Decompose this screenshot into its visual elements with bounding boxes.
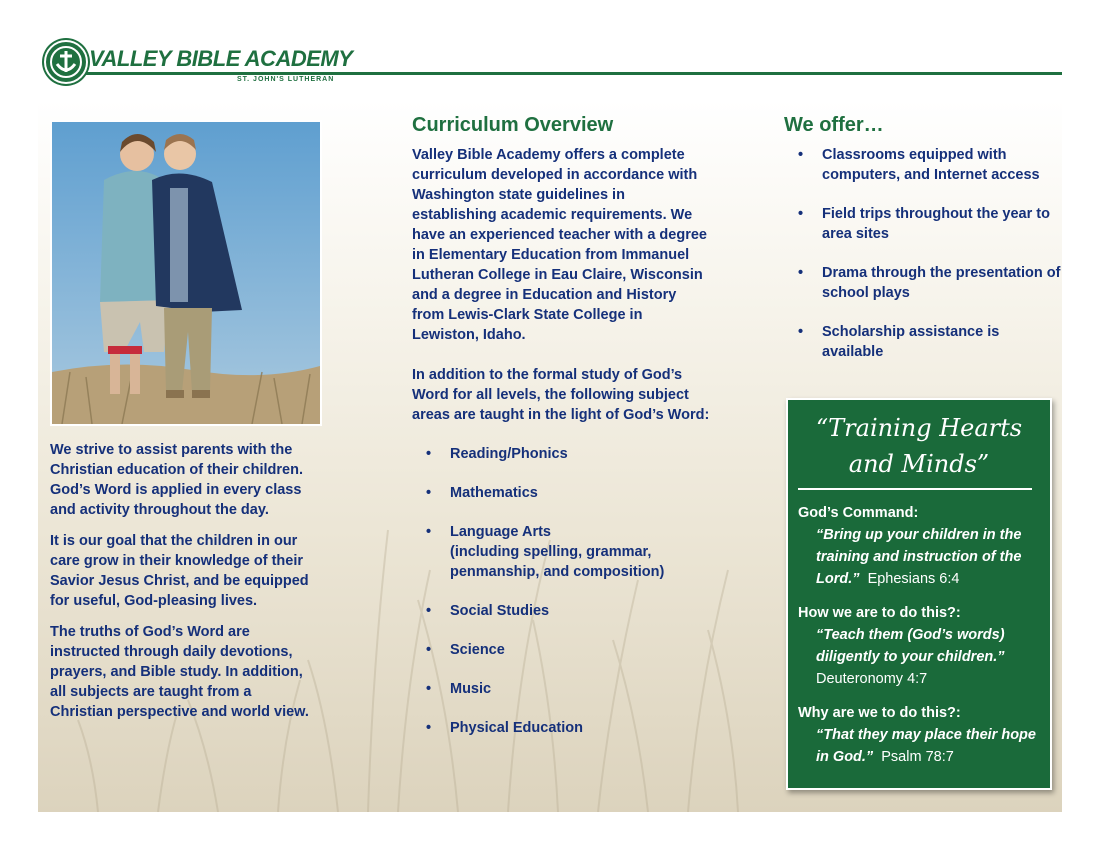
verse-reference: Psalm 78:7 xyxy=(881,749,954,765)
children-photo xyxy=(50,120,322,426)
curriculum-heading: Curriculum Overview xyxy=(412,114,614,136)
verse-heading: God’s Command: xyxy=(798,505,919,521)
masthead xyxy=(40,38,1064,88)
list-item: • Scholarship assistance is available xyxy=(798,324,1000,360)
offers-section xyxy=(784,114,1064,381)
verse-reference: Ephesians 6:4 xyxy=(867,571,960,587)
verse-block xyxy=(798,602,1050,690)
list-item: • Classrooms equipped with computers, and Internet access xyxy=(798,147,1040,183)
list-item: • Music xyxy=(426,681,492,697)
school-subtitle: ST. JOHN'S LUTHERAN xyxy=(237,76,335,83)
subject-list xyxy=(412,444,712,738)
cross-anchor-icon xyxy=(44,40,88,84)
mission-paragraph: We strive to assist parents with the Christian education of their children. God’s Word is applied in every class and activity throughout the day. xyxy=(50,442,303,518)
curriculum-intro: Valley Bible Academy offers a complete curriculum developed in accordance with Washington state guidelines in establishing academic requirements. We have an experienced teacher with a degree in Elementary Education from Immanuel Lutheran College in Eau Claire, Wisconsin and a degree in Education and History from Lewis-Clark State College in Lewiston, Idaho. xyxy=(412,147,707,343)
offers-list xyxy=(784,145,1064,362)
list-item: • Physical Education xyxy=(426,720,583,736)
list-item: • Drama through the presentation of school plays xyxy=(798,265,1061,301)
verse-block xyxy=(798,702,1050,768)
list-item: • Language Arts (including spelling, grammar, penmanship, and composition) xyxy=(426,524,665,580)
mission-text xyxy=(50,440,312,733)
language-arts-note: (including spelling, grammar, penmanship, and composition) xyxy=(450,544,665,580)
curriculum-intro-2: In addition to the formal study of God’s Word for all levels, the following subject areas are taught in the light of God’s Word: xyxy=(412,367,710,423)
verse-heading: Why are we to do this?: xyxy=(798,705,961,721)
instruction-paragraph: The truths of God’s Word are instructed through daily devotions, prayers, and Bible study. In addition, all subjects are taught from a Christian perspective and world view. xyxy=(50,624,309,720)
list-item: • Science xyxy=(426,642,505,658)
list-item: • Reading/Phonics xyxy=(426,446,568,462)
content-panel xyxy=(38,100,1062,812)
motto-box xyxy=(786,398,1052,790)
verse-quote: “That they may place their hope in God.” Psalm 78:7 xyxy=(816,727,1036,765)
offers-heading: We offer… xyxy=(784,114,884,136)
header-rule xyxy=(86,72,1062,75)
list-item: • Field trips throughout the year to area sites xyxy=(798,206,1050,242)
verse-block xyxy=(798,502,1050,590)
school-name: VALLEY BIBLE ACADEMY xyxy=(89,46,353,71)
goal-paragraph: It is our goal that the children in our care grow in their knowledge of their Savior Jesus Christ, and be equipped for useful, God-pleasing lives. xyxy=(50,533,309,609)
motto-title: “Training Hearts and Minds” xyxy=(815,414,1023,478)
list-item: • Mathematics xyxy=(426,485,538,501)
list-item: • Social Studies xyxy=(426,603,550,619)
verse-heading: How we are to do this?: xyxy=(798,605,961,621)
verse-quote: “Bring up your children in the training and instruction of the Lord.” Ephesians 6:4 xyxy=(816,527,1022,587)
verse-reference: Deuteronomy 4:7 xyxy=(816,671,928,687)
motto-divider xyxy=(798,488,1032,490)
curriculum-section xyxy=(412,114,712,757)
verse-quote: “Teach them (God’s words) diligently to your children.” Deuteronomy 4:7 xyxy=(816,627,1005,687)
